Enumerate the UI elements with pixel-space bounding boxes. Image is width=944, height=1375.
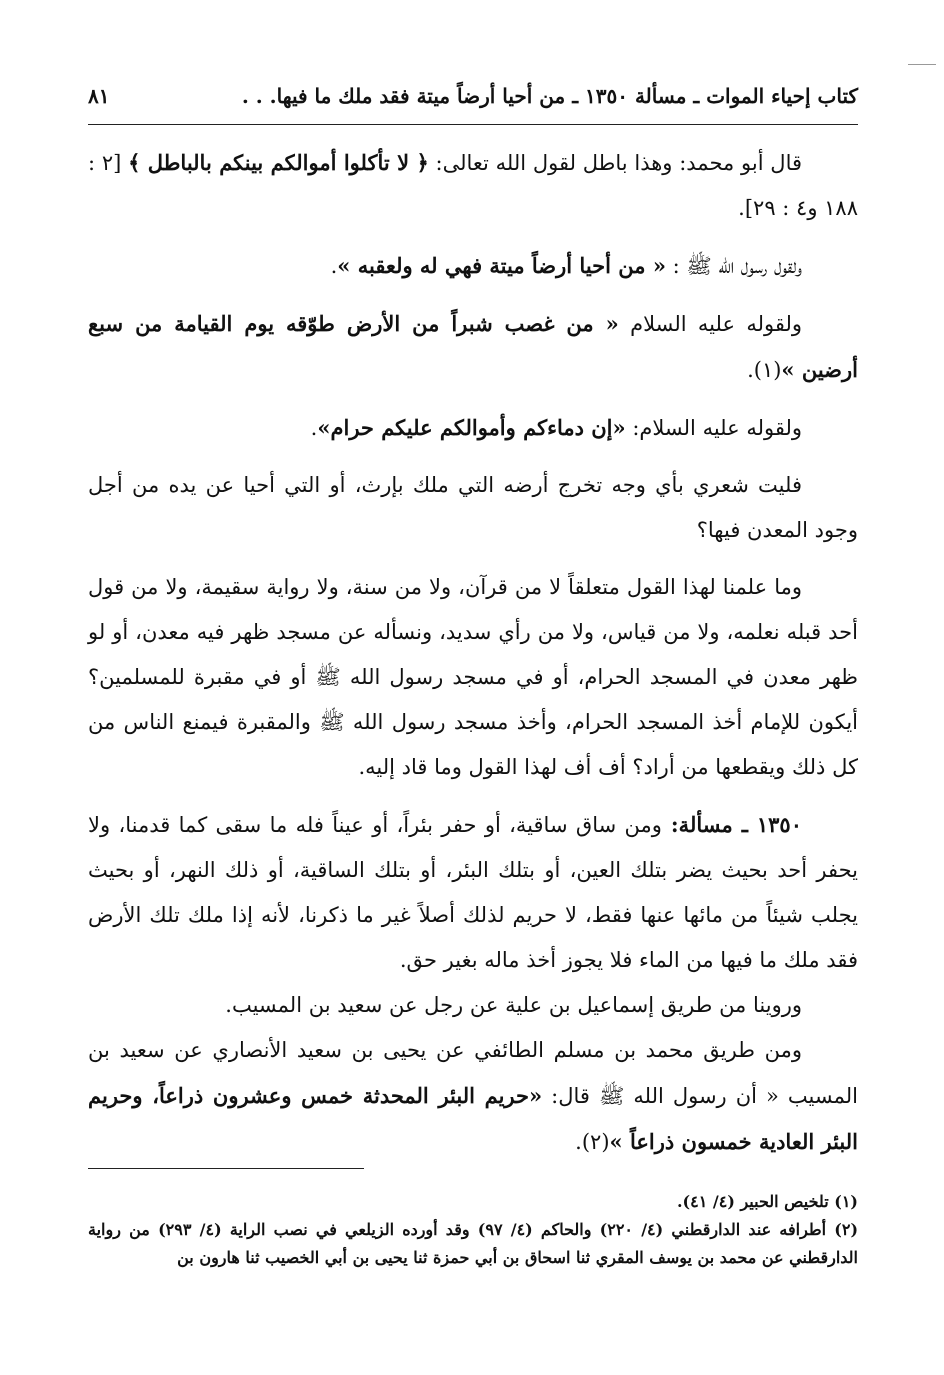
footnote-ref: (٢). <box>575 1130 610 1154</box>
paragraph-text: قال أبو محمد: وهذا باطل لقول الله تعالى: <box>428 151 803 175</box>
footnotes <box>88 1188 858 1272</box>
hadith-quote: « من أحيا أرضاً ميتة فهي له ولعقبه » <box>337 253 666 278</box>
paragraph-text: . <box>330 254 338 278</box>
hadith-quote: « من غصب شبراً من الأرض طوّقه يوم القيامة من سبع أرضين » <box>88 311 858 382</box>
footnote-ref: (١). <box>747 358 782 382</box>
paragraph-2 <box>88 243 858 289</box>
paragraph-6: وما علمنا لهذا القول متعلقاً لا من قرآن، ولا من سنة، ولا رواية سقيمة، ولا من قول أحد قبله نعلمه، ولا من قياس، ولا من رأي سديد، ونسأله عن مسجد ظهر فيه معدن، أو لو ظهر معدن في المسجد الحرام، أو في مسجد رسول الله ﷺ أو في مقبرة للمسلمين؟ أيكون للإمام أخذ المسجد الحرام، وأخذ مسجد رسول الله ﷺ والمقبرة فيمنع الناس من كل ذلك ويقطعها من أراد؟ أف أف لهذا القول وما قاد إليه. <box>88 575 858 779</box>
page-number: ٨١ <box>88 84 110 108</box>
paragraph-4 <box>88 405 858 451</box>
paragraph-text: ولقول رسول الله ﷺ : <box>665 254 802 278</box>
header-title: كتاب إحياء الموات ـ مسألة ١٣٥٠ ـ من أحيا أرضاً ميتة فقد ملك ما فيها. . . <box>241 84 858 108</box>
paragraph-1 <box>88 140 858 231</box>
footnote-divider <box>88 1168 364 1169</box>
paragraph-3 <box>88 301 858 393</box>
main-text <box>88 140 858 1165</box>
running-header <box>88 76 858 116</box>
hadith-quote: «إن دماءكم وأموالكم عليكم حرام» <box>317 415 626 440</box>
margin-mark <box>908 64 936 65</box>
issue-heading: ١٣٥٠ ـ مسألة: <box>661 812 802 837</box>
verse-reference: [٢ : ١٨٨ و٤ : ٢٩]. <box>88 151 858 220</box>
paragraph-7 <box>88 802 858 983</box>
footnote-1: (١) تلخيص الحبير (٤/ ٤١). <box>676 1192 858 1211</box>
paragraph-5: فليت شعري بأي وجه تخرج أرضه التي ملك بإرث، أو التي أحيا عن يده من أجل وجود المعدن فيها؟ <box>88 473 858 542</box>
paragraph-text: ومن طريق محمد بن مسلم الطائفي عن يحيى بن سعيد الأنصاري عن سعيد بن المسيب « أن رسول الله ﷺ قال: <box>88 1038 858 1108</box>
paragraph-text: ولقوله عليه السلام <box>618 312 802 336</box>
paragraph-text: ومن ساق ساقية، أو حفر بئراً، أو عيناً فله ما سقى كما قدمنا، ولا يحفر أحد بحيث يضر بتلك العين، أو بتلك البئر، أو بتلك الساقية، أو ذلك النهر، أو بحيث يجلب شيئاً من مائها عنها فقط، لا حريم لذلك أصلاً غير ما ذكرنا، لأنه إذا ملك تلك الأرض فقد ملك ما فيها من الماء فلا يجوز أخذ ماله بغير حق. <box>88 813 858 972</box>
paragraph-text: . <box>310 416 318 440</box>
footnote-2: (٢) أطرافه عند الدارقطني (٤/ ٢٢٠) والحاكم (٤/ ٩٧) وقد أورده الزيلعي في نصب الراية (٤/ ٢٩٣) من رواية الدارقطني عن محمد بن يوسف المقري ثنا اسحاق بن أبي حمزة ثنا يحيى بن أبي الخصيب ثنا هارون بن <box>88 1220 859 1267</box>
paragraph-9 <box>88 1028 858 1165</box>
paragraph-8: وروينا من طريق إسماعيل بن علية عن رجل عن سعيد بن المسيب. <box>225 993 802 1017</box>
paragraph-text: ولقوله عليه السلام: <box>625 416 802 440</box>
header-divider <box>88 124 858 125</box>
hadith-quote: «حريم البئر المحدثة خمس وعشرون ذراعاً، وحريم البئر العادية خمسون ذراعاً » <box>88 1083 858 1154</box>
quran-verse: ﴿ لا تأكلوا أموالكم بينكم بالباطل ﴾ <box>128 150 429 175</box>
